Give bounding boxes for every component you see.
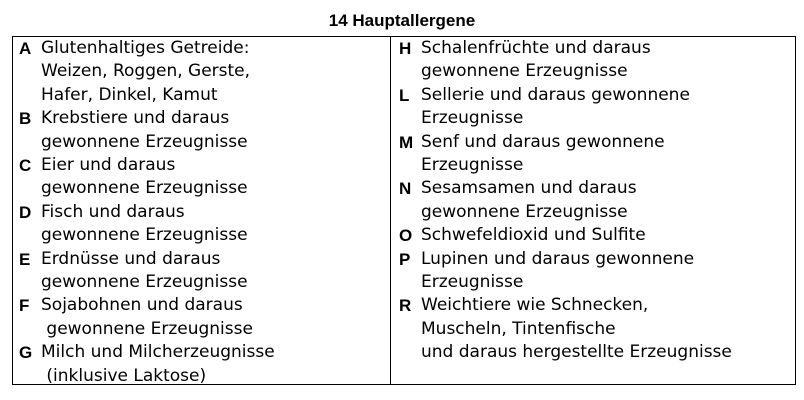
allergen-entry-h: [399, 37, 791, 84]
allergen-letter: L: [399, 85, 410, 105]
allergen-text-line: Sojabohnen und daraus: [41, 295, 243, 316]
allergen-text-line: Milch und Milcherzeugnisse: [41, 342, 275, 363]
allergen-text-line: gewonnene Erzeugnisse: [421, 201, 628, 222]
allergen-letter: F: [19, 296, 30, 316]
allergen-text-line: und daraus hergestellte Erzeugnisse: [421, 342, 732, 363]
allergen-text-line: Weichtiere wie Schnecken,: [421, 295, 649, 316]
left-column: [19, 37, 384, 388]
allergen-entry-r: [399, 294, 791, 364]
allergen-text-line: Erzeugnisse: [421, 272, 524, 293]
allergen-entry-f: [19, 294, 384, 341]
allergen-letter: E: [19, 249, 31, 269]
allergen-letter: D: [19, 202, 32, 222]
allergen-text-line: Erdnüsse und daraus: [41, 248, 221, 269]
allergen-letter: N: [399, 179, 412, 199]
allergen-letter: C: [19, 156, 32, 176]
allergen-text-line: Schalenfrüchte und daraus: [421, 38, 651, 58]
allergen-letter: B: [19, 109, 32, 129]
allergen-text-line: (inklusive Laktose): [41, 365, 207, 386]
allergen-entry-e: [19, 248, 384, 295]
allergen-letter: G: [19, 343, 33, 363]
allergen-text-line: Muscheln, Tintenfische: [421, 318, 616, 339]
allergen-text-line: Erzeugnisse: [421, 155, 524, 176]
allergen-text-line: Erzeugnisse: [421, 108, 524, 129]
allergen-letter: A: [19, 39, 32, 58]
allergen-letter: R: [399, 296, 412, 316]
column-divider: [390, 37, 391, 384]
allergen-text-line: Eier und daraus: [41, 155, 176, 176]
allergen-text-line: gewonnene Erzeugnisse: [421, 61, 628, 82]
allergen-text-line: gewonnene Erzeugnisse: [41, 318, 253, 339]
allergen-text-line: Schwefeldioxid und Sulfite: [421, 225, 646, 246]
allergen-text-line: Weizen, Roggen, Gerste,: [41, 61, 251, 82]
allergen-entry-g: [19, 341, 384, 388]
allergen-entry-m: [399, 131, 791, 178]
allergen-text-line: gewonnene Erzeugnisse: [41, 272, 248, 293]
allergen-text-line: gewonnene Erzeugnisse: [41, 225, 248, 246]
allergen-text-line: Sesamsamen und daraus: [421, 178, 637, 199]
allergen-text-line: Fisch und daraus: [41, 201, 185, 222]
allergen-text-line: Sellerie und daraus gewonnene: [421, 84, 690, 105]
allergen-letter: M: [399, 132, 414, 152]
right-column: [399, 37, 791, 365]
allergen-letter: P: [399, 249, 411, 269]
allergen-text-line: Glutenhaltiges Getreide:: [41, 38, 250, 58]
page-title: 14 Hauptallergene: [328, 11, 476, 30]
allergen-text-line: Hafer, Dinkel, Kamut: [41, 84, 218, 105]
allergen-text-line: gewonnene Erzeugnisse: [41, 178, 248, 199]
allergen-entry-d: [19, 201, 384, 248]
allergen-table: [12, 36, 796, 385]
allergen-text-line: Senf und daraus gewonnene: [421, 131, 665, 152]
allergen-text-line: gewonnene Erzeugnisse: [41, 131, 248, 152]
allergen-entry-p: [399, 248, 791, 295]
allergen-entry-c: [19, 154, 384, 201]
allergen-entry-n: [399, 177, 791, 224]
allergen-text-line: Krebstiere und daraus: [41, 108, 230, 129]
allergen-entry-b: [19, 107, 384, 154]
allergen-letter: O: [399, 226, 413, 246]
allergen-entry-a: [19, 37, 384, 107]
allergen-entry-o: [399, 224, 791, 247]
allergen-letter: H: [399, 39, 412, 58]
allergen-text-line: Lupinen und daraus gewonnene: [421, 248, 695, 269]
allergen-entry-l: [399, 84, 791, 131]
